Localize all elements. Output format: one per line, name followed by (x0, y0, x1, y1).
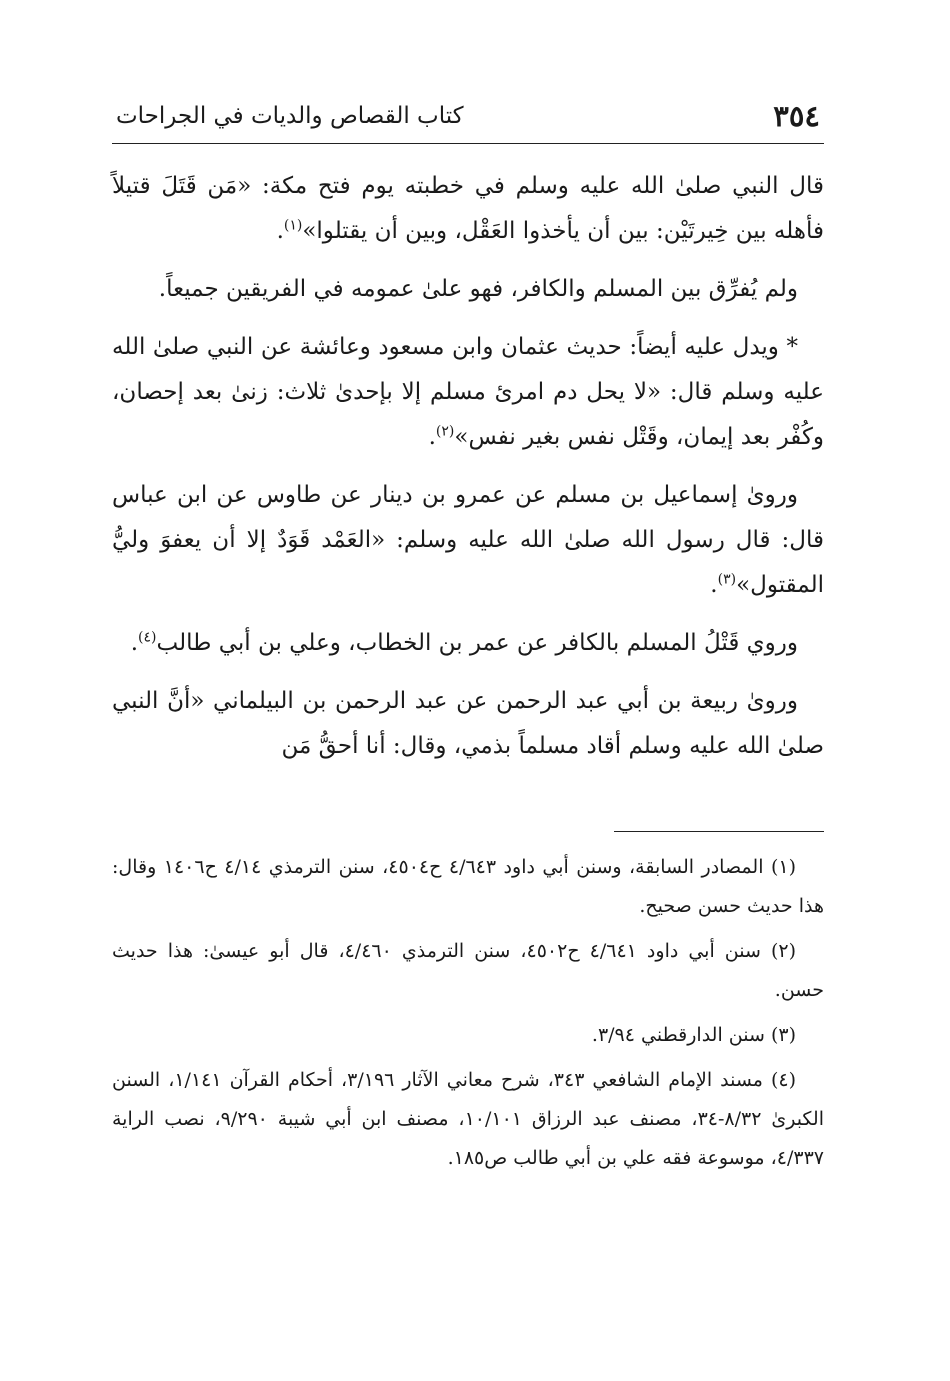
paragraph-text: قال النبي صلىٰ الله عليه وسلم في خطبته يوم فتح مكة: «مَن قَتَلَ قتيلاً فأهله بين خِيرتَيْن: بين أن يأخذوا العَقْل، وبين أن يقتلوا» (112, 173, 824, 244)
paragraph-tail: . (428, 424, 436, 450)
paragraph-tail: . (710, 572, 718, 598)
paragraph (112, 473, 824, 608)
paragraph-text: وروي قَتْلُ المسلم بالكافر عن عمر بن الخطاب، وعلي بن أبي طالب (156, 630, 798, 656)
footnote: (٢) سنن أبي داود ٤/٦٤١ ح٤٥٠٢، سنن الترمذي ٤/٤٦٠، قال أبو عيسىٰ: هذا حديث حسن. (112, 940, 824, 1001)
paragraph (112, 621, 824, 666)
paragraph-text: ولم يُفرِّق بين المسلم والكافر، فهو علىٰ عمومه في الفريقين جميعاً. (158, 276, 798, 302)
paragraph (112, 267, 824, 312)
paragraph-text: * ويدل عليه أيضاً: حديث عثمان وابن مسعود وعائشة عن النبي صلىٰ الله عليه وسلم قال: «لا يحل دم امرئ مسلم إلا بإحدىٰ ثلاث: زنىٰ بعد إحصان، وكُفْر بعد إيمان، وقَتْل نفس بغير نفس» (112, 334, 824, 450)
paragraph-text: وروىٰ إسماعيل بن مسلم عن عمرو بن دينار عن طاوس عن ابن عباس قال: قال رسول الله صلىٰ الله عليه وسلم: «العَمْد قَوَدٌ إلا أن يعفوَ وليُّ المقتول» (112, 482, 824, 598)
page-header (112, 95, 824, 144)
running-title: كتاب القصاص والديات في الجراحات (116, 103, 464, 129)
footnote: (٣) سنن الدارقطني ٣/٩٤. (591, 1024, 796, 1046)
paragraph (112, 325, 824, 460)
page-number: ٣٥٤ (773, 99, 820, 133)
paragraph-tail: . (130, 630, 139, 656)
paragraph (112, 164, 824, 254)
paragraph-tail: . (276, 218, 284, 244)
footnote: (١) المصادر السابقة، وسنن أبي داود ٤/٦٤٣ ح٤٥٠٤، سنن الترمذي ٤/١٤ ح١٤٠٦ وقال: هذا حديث حسن صحيح. (112, 856, 824, 917)
footnotes (112, 848, 824, 1178)
paragraph-text: وروىٰ ربيعة بن أبي عبد الرحمن عن عبد الرحمن بن البيلماني «أنَّ النبي صلىٰ الله عليه وسلم أقاد مسلماً بذمي، وقال: أنا أحقُّ مَن (112, 688, 824, 759)
paragraph (112, 679, 824, 769)
body-text (112, 164, 824, 769)
page-content (112, 95, 824, 1184)
footnote-ref: (٤) (138, 629, 157, 646)
footnote-ref: (٣) (717, 571, 737, 588)
footnote-separator (614, 831, 824, 832)
footnote-ref: (٢) (435, 423, 455, 440)
footnote-ref: (١) (283, 217, 303, 234)
footnote: (٤) مسند الإمام الشافعي ٣٤٣، شرح معاني الآثار ٣/١٩٦، أحكام القرآن ١/١٤١، السنن الكبرىٰ ٨/٣٢-٣٤، مصنف عبد الرزاق ١٠/١٠١، مصنف ابن أبي شيبة ٩/٢٩٠، نصب الراية ٤/٣٣٧، موسوعة فقه علي بن أبي طالب ص١٨٥. (112, 1069, 824, 1169)
